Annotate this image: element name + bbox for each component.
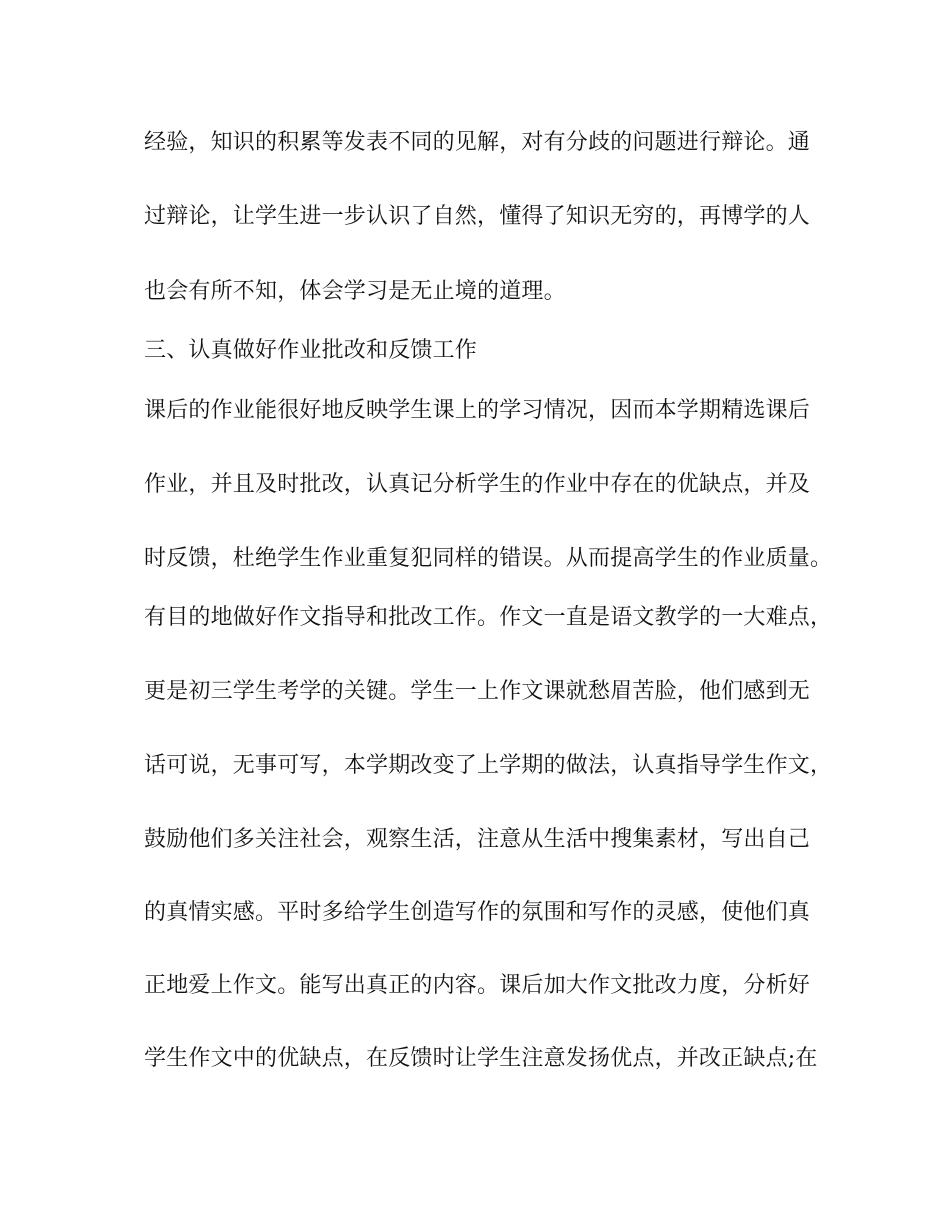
paragraph-line: 经验，知识的积累等发表不同的见解，对有分歧的问题进行辩论。通 xyxy=(144,130,811,155)
paragraph-line: 作业，并且及时批改，认真记分析学生的作业中存在的优缺点，并及 xyxy=(144,472,811,497)
paragraph-line: 课后的作业能很好地反映学生课上的学习情况，因而本学期精选课后 xyxy=(144,398,811,423)
paragraph-line: 学生作文中的优缺点，在反馈时让学生注意发扬优点，并改正缺点;在 xyxy=(144,1046,818,1071)
section-heading: 三、认真做好作业批改和反馈工作 xyxy=(144,338,478,363)
paragraph-line: 的真情实感。平时多给学生创造写作的氛围和写作的灵感，使他们真 xyxy=(144,900,811,925)
paragraph-line: 鼓励他们多关注社会，观察生活，注意从生活中搜集素材，写出自己 xyxy=(144,827,811,852)
paragraph-line: 过辩论，让学生进一步认识了自然，懂得了知识无穷的，再博学的人 xyxy=(144,204,811,229)
paragraph-line: 话可说，无事可写，本学期改变了上学期的做法，认真指导学生作文， xyxy=(144,753,833,778)
paragraph-line: 有目的地做好作文指导和批改工作。作文一直是语文教学的一大难点， xyxy=(144,605,833,630)
paragraph-line: 正地爱上作文。能写出真正的内容。课后加大作文批改力度，分析好 xyxy=(144,973,811,998)
paragraph-line: 也会有所不知，体会学习是无止境的道理。 xyxy=(144,279,566,304)
paragraph-line: 时反馈，杜绝学生作业重复犯同样的错误。从而提高学生的作业质量。 xyxy=(144,546,833,571)
paragraph-line: 更是初三学生考学的关键。学生一上作文课就愁眉苦脸，他们感到无 xyxy=(144,679,811,704)
